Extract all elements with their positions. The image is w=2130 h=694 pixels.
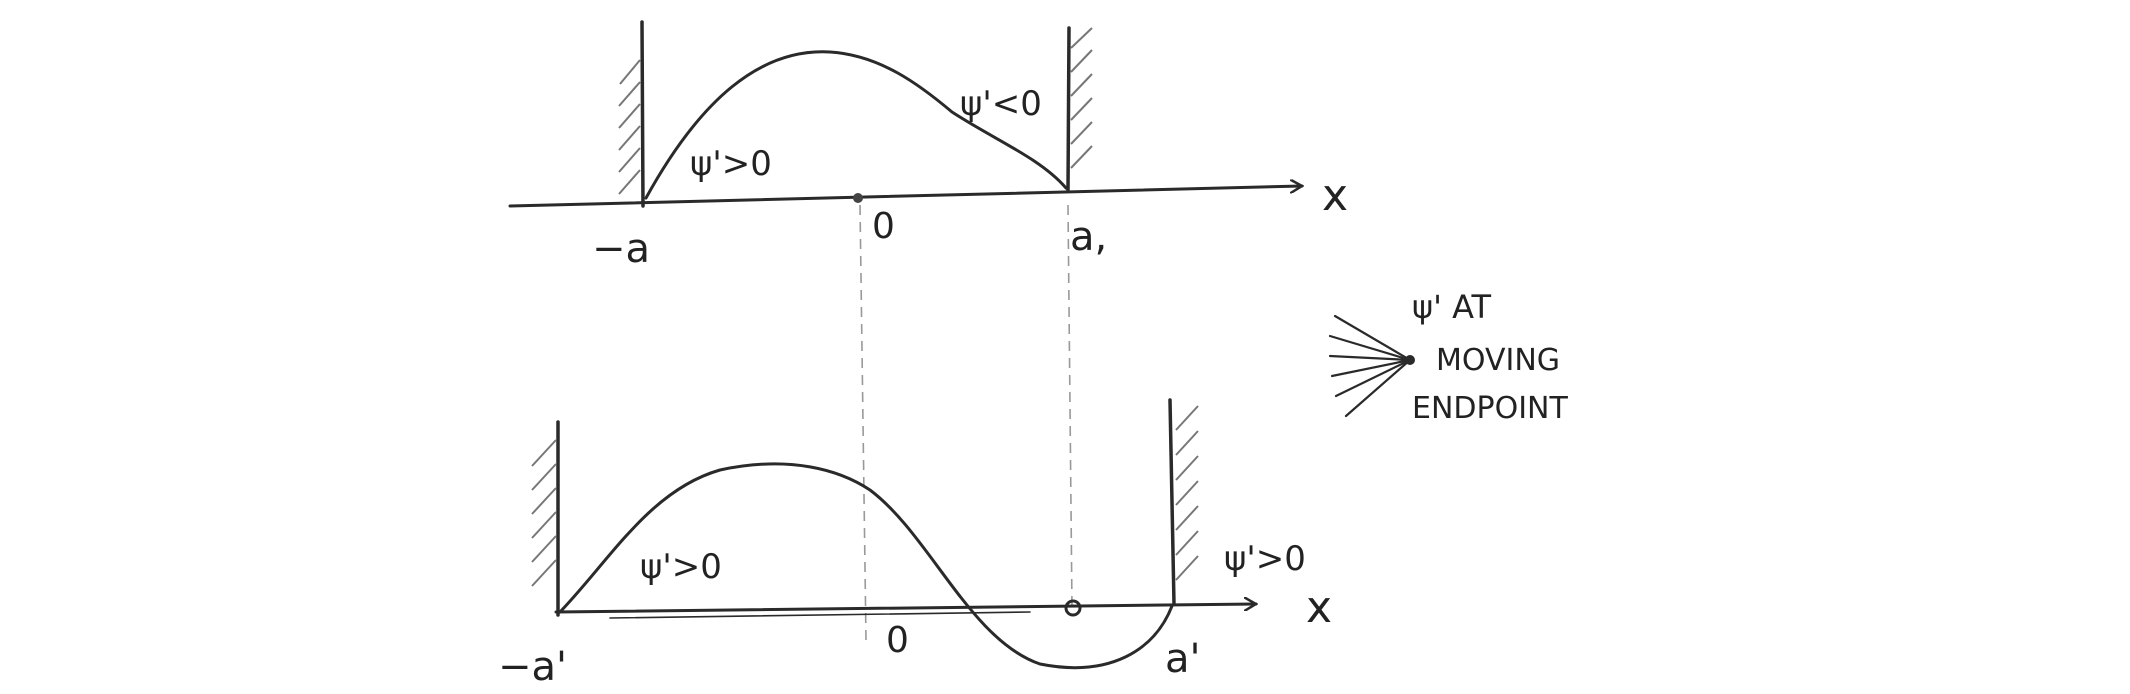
bottom-node-dot (1066, 601, 1080, 615)
origin-guide-line (860, 205, 866, 640)
side-note-line-3: ENDPOINT (1412, 391, 1568, 426)
side-note-line-1: ψ' AT (1412, 288, 1492, 326)
bottom-left-wall-label: −a' (498, 644, 568, 690)
top-right-wall (1068, 28, 1069, 190)
top-left-wall (642, 22, 643, 206)
bottom-x-axis (556, 604, 1256, 612)
top-slope-positive-label: ψ'>0 (690, 144, 772, 184)
top-origin-dot (853, 193, 863, 203)
alignment-guides (860, 205, 1072, 640)
slope-fan-icon (1330, 316, 1415, 416)
bottom-left-wall-hatching (532, 440, 556, 586)
bottom-endpoint-slope-label: ψ'>0 (1224, 539, 1306, 579)
top-x-axis (510, 186, 1302, 206)
bottom-right-wall-hatching (1176, 406, 1198, 580)
top-left-wall-label: −a (592, 226, 651, 272)
bottom-plot (498, 400, 1332, 690)
top-slope-negative-label: ψ'<0 (960, 84, 1042, 124)
top-right-wall-hatching (1071, 28, 1092, 168)
bottom-right-wall-label: a' (1165, 636, 1201, 682)
side-note (1330, 288, 1568, 426)
bottom-x-axis-label: x (1306, 582, 1333, 633)
right-wall-guide-line (1068, 205, 1072, 608)
bottom-right-wall (1170, 400, 1174, 604)
top-right-wall-label: a, (1070, 214, 1108, 260)
top-origin-label: 0 (872, 206, 895, 247)
top-plot (510, 22, 1348, 272)
bottom-origin-label: 0 (886, 620, 909, 661)
top-x-axis-label: x (1322, 170, 1349, 221)
side-note-line-2: MOVING (1436, 343, 1561, 378)
top-left-wall-hatching (619, 60, 640, 194)
bottom-slope-positive-label: ψ'>0 (640, 547, 722, 587)
